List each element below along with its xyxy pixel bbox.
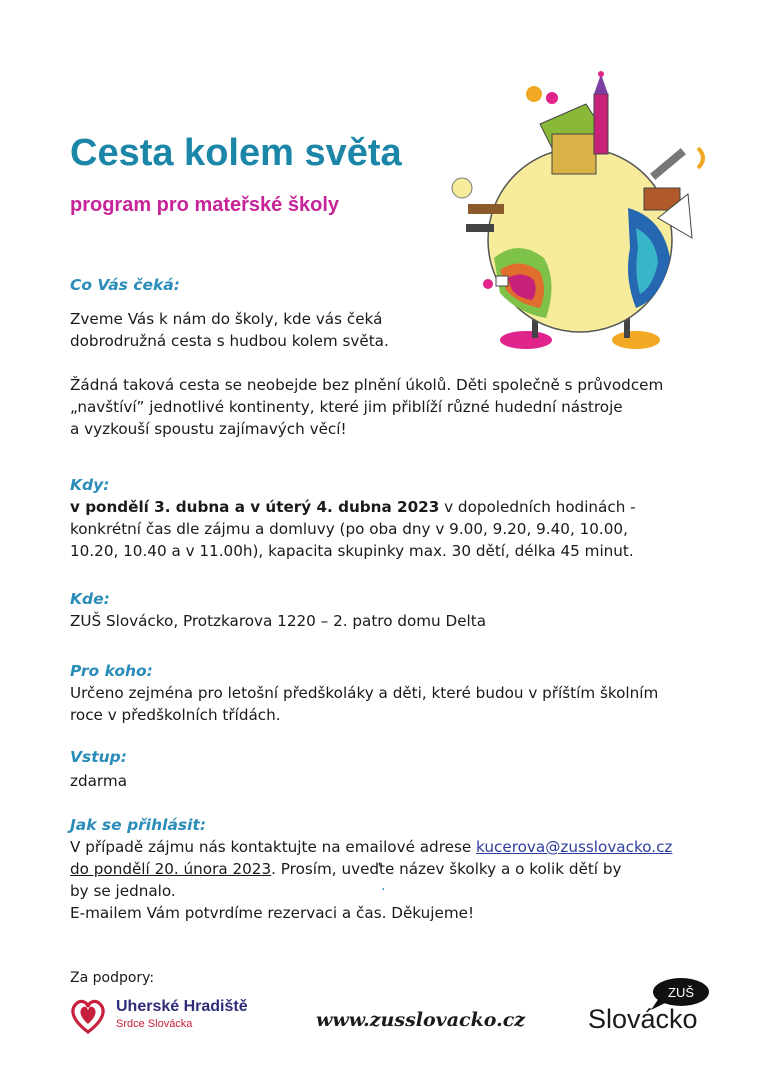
text-line: Zveme Vás k nám do školy, kde vás čeká xyxy=(70,310,383,328)
text-line: 10.20, 10.40 a v 11.00h), kapacita skupinky max. 30 dětí, délka 45 minut. xyxy=(70,542,634,560)
zus-logo-name: Slovácko xyxy=(588,1004,698,1034)
text-line: ZUŠ Slovácko, Protzkarova 1220 – 2. patro domu Delta xyxy=(70,612,487,630)
heart-logo-icon xyxy=(68,996,108,1036)
zus-bubble-text: ZUŠ xyxy=(668,985,694,1000)
sponsor-tagline: Srdce Slovácka xyxy=(116,1018,193,1030)
section-heading-kdy: Kdy: xyxy=(70,476,110,494)
sponsor-name: Uherské Hradiště xyxy=(116,998,248,1015)
page-title: Cesta kolem světa xyxy=(70,132,402,174)
text-line: a vyzkouší spoustu zajímavých věcí! xyxy=(70,420,347,438)
text-line: dobrodružná cesta s hudbou kolem světa. xyxy=(70,332,389,350)
text-line: zdarma xyxy=(70,772,127,790)
text-line: by se jednalo. xyxy=(70,882,176,900)
section-heading-kde: Kde: xyxy=(70,590,110,608)
page-subtitle: program pro mateřské školy xyxy=(70,194,339,216)
text-line: roce v předškolních třídách. xyxy=(70,706,281,724)
text-line: Žádná taková cesta se neobejde bez plnění úkolů. Děti společně s průvodcem xyxy=(70,376,664,394)
text-line: Určeno zejména pro letošní předškoláky a děti, které budou v příštím školním xyxy=(70,684,659,702)
date-highlight: v pondělí 3. dubna a v úterý 4. dubna 2023 xyxy=(70,498,440,516)
globe-illustration xyxy=(448,68,716,358)
text-span: . Prosím, uveďte název školky a o kolik dětí by xyxy=(271,860,622,878)
email-link[interactable]: kucerova@zusslovacko.cz xyxy=(476,838,673,856)
text-span: v dopoledních hodinách - xyxy=(439,498,636,516)
text-line: E-mailem Vám potvrdíme rezervaci a čas. Děkujeme! xyxy=(70,904,475,922)
stray-dot: . xyxy=(381,878,386,894)
sponsor-label: Za podpory: xyxy=(70,970,155,986)
section-heading-co-vas-ceka: Co Vás čeká: xyxy=(70,276,180,294)
section-heading-vstup: Vstup: xyxy=(70,748,127,766)
deadline-text: do pondělí 20. února 2023 xyxy=(70,860,272,878)
text-span: V případě zájmu nás kontaktujte na emailové adrese xyxy=(70,838,477,856)
text-line xyxy=(70,836,672,858)
section-heading-prihlasit: Jak se přihlásit: xyxy=(70,816,207,834)
website-url[interactable]: www.zusslovacko.cz xyxy=(316,1009,526,1031)
text-line xyxy=(70,858,621,880)
text-line: konkrétní čas dle zájmu a domluvy (po oba dny v 9.00, 9.20, 9.40, 10.00, xyxy=(70,520,628,538)
section-heading-pro-koho: Pro koho: xyxy=(70,662,153,680)
text-line xyxy=(70,496,636,518)
text-line: „navštíví” jednotlivé kontinenty, které jim přiblíží různé hudední nástroje xyxy=(70,398,623,416)
